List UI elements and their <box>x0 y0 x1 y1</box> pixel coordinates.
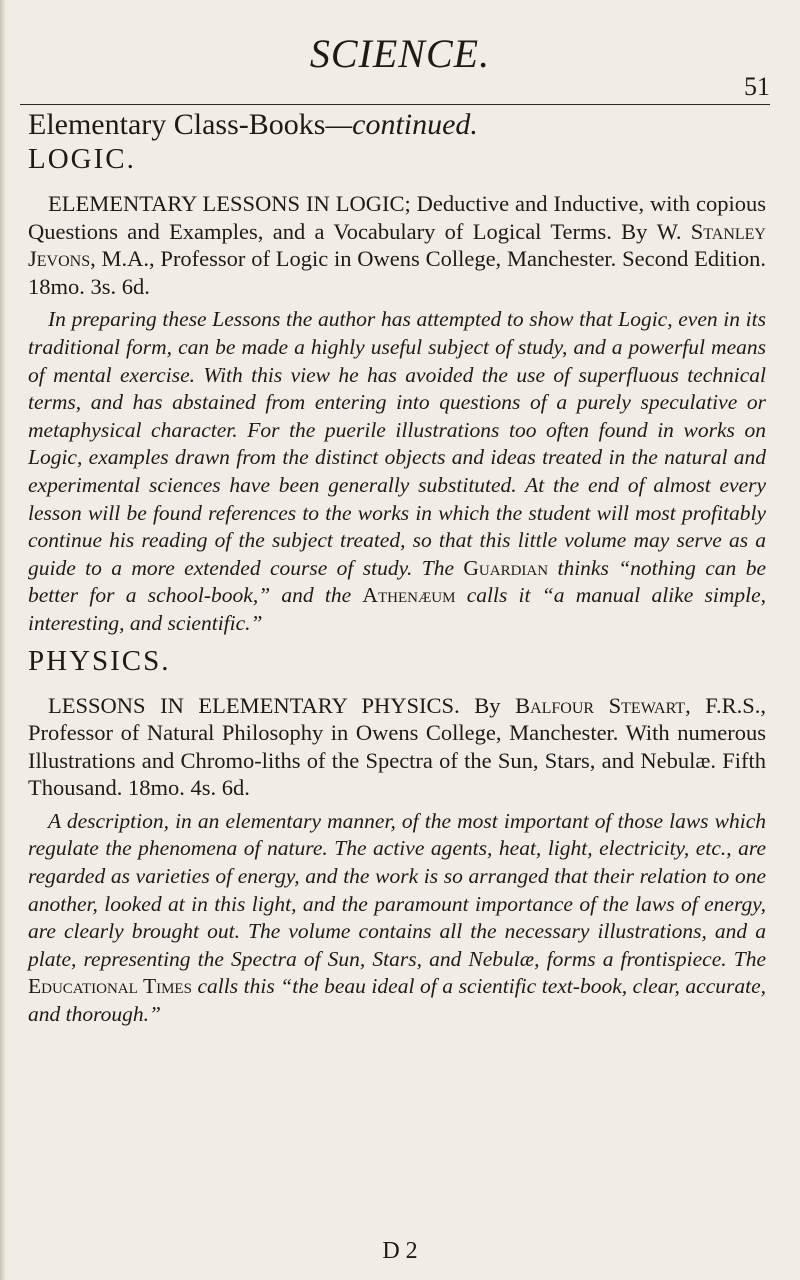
description-text: In preparing these Lessons the author has attempted to show that Logic, even in its traditional form, can be made a highly useful subject of study, and a powerful means of mental exercise. With this view he has avoided the use of superfluous technical terms, and has abstained from entering into questions of a purely speculative or metaphysical character. For the puerile illustrations too often found in works on Logic, examples drawn from the distinct objects and ideas treated in the natural and experimental sciences have been generally substituted. At the end of almost every lesson will be found references to the works in which the student will most profitably continue his reading of the subject treated, so that this little volume may serve as a guide to a more extended course of study. The <box>28 307 766 580</box>
book-details: , F.R.S., Professor of Natural Philosophy in Owens College, Manchester. With numerous Illustrations and Chromo-liths of the Spectra of the Sun, Stars, and Nebulæ. Fifth Thousand. 18mo. 4s. 6d. <box>28 692 766 801</box>
review-source-guardian: Guardian <box>463 555 549 580</box>
book-title: LESSONS IN ELEMENTARY PHYSICS. <box>48 692 460 718</box>
page-gutter-shadow <box>0 0 6 1280</box>
book-description-logic <box>28 306 766 637</box>
header-rule <box>20 104 770 105</box>
page-content <box>28 108 766 1029</box>
description-text-end: calls it “a manual alike simple, interesting, and scientific.” <box>28 583 766 635</box>
book-author: Balfour Stewart <box>515 692 686 718</box>
page-number: 51 <box>744 72 770 101</box>
description-text-mid: thinks “nothing can be better for a school-book,” and the <box>28 555 766 608</box>
review-source-athenaeum: Athenæum <box>362 583 456 608</box>
book-entry-physics <box>28 692 766 802</box>
book-author: W. Stanley Jevons <box>28 218 766 272</box>
signature-mark: D 2 <box>382 1238 418 1264</box>
series-continued: —continued. <box>325 108 478 141</box>
review-source-educational-times: Educational Times <box>28 974 192 999</box>
book-description-physics <box>28 808 766 1029</box>
section-heading-logic: LOGIC. <box>28 143 136 175</box>
section-heading-physics: PHYSICS. <box>28 644 171 677</box>
book-details: , M.A., Professor of Logic in Owens College, Manchester. Second Edition. 18mo. 3s. 6d. <box>28 246 766 299</box>
series-title <box>28 108 766 142</box>
book-title: ELEMENTARY LESSONS IN LOGIC <box>48 191 405 216</box>
description-text-end: calls this “the beau ideal of a scientific text-book, clear, accurate, and thorough.” <box>28 974 766 1027</box>
book-entry-logic <box>28 190 766 300</box>
series-title-text: Elementary Class-Books <box>28 108 326 141</box>
description-text: A description, in an elementary manner, of the most important of those laws which regulate the phenomena of nature. The active agents, heat, light, electricity, etc., are regarded as varieties of energy, and the work is so arranged that their relation to one another, looked at in this light, and the paramount importance of the laws of energy, are clearly brought out. The volume contains all the necessary illustrations, and a plate, representing the Spectra of Sun, Stars, and Nebulæ, forms a frontispiece. The <box>28 808 766 971</box>
book-subtitle: ; Deductive and Inductive, with copious Questions and Examples, and a Vocabulary of Logical Terms. By <box>28 191 766 244</box>
book-by: By <box>459 692 516 718</box>
running-head: SCIENCE. <box>309 31 491 76</box>
